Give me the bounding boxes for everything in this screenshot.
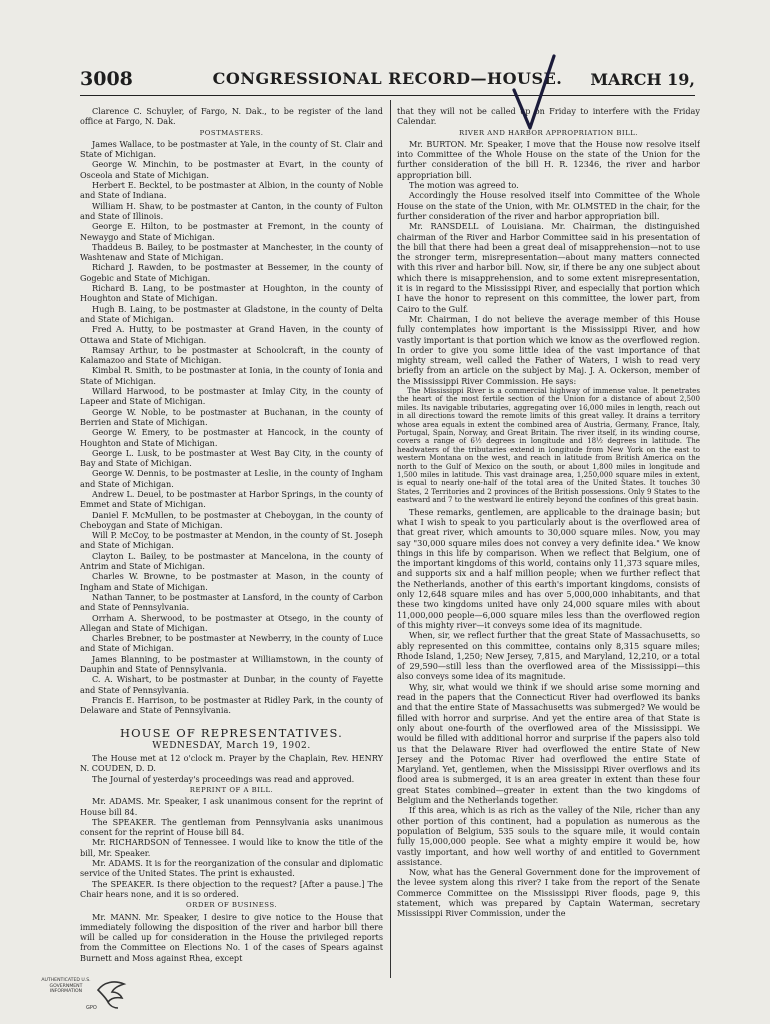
paragraph: Nathan Tanner, to be postmaster at Lansford, in the county of Carbon and State of Pennsylvania. <box>80 591 383 613</box>
section-heading: POSTMASTERS. <box>199 128 264 137</box>
paragraph: The House met at 12 o'clock m. Prayer by the Chaplain, Rev. HENRY N. COUDEN, D. D. <box>80 753 383 774</box>
quoted-extract: The Mississippi River is a commercial highway of immense value. It penetrates the heart of the most fertile section of the Union for a distance of about 2,500 miles. Its navigable tributaries, aggregating over 16,000 miles in length, reach out in all directions toward the remote limits of this great valley. It drains a territory whose area equals in extent the combined area of Austria, Germany, France, Italy, Portugal, Spain, Norway, and Great Britain. The river itself, in its winding course, covers a range of 6½ degrees in longitude and 18½ degrees in latitude. The headwaters of the tributaries extend in longitude from New York on the east to western Montana on the west, and reach in latitude from British America on the north to the Gulf of Mexico on the south, or about 1,800 miles in longitude and 1,500 miles in latitude. This vast drainage area, 1,250,000 square miles in extent, is equal to nearly one-half of the total area of the United States. It touches 30 States, 2 Territories and 2 provinces of the British possessions. Only 9 States to the eastward and 7 to the westward lie entirely beyond the confines of this great basin. <box>397 386 700 505</box>
paragraph: Charles W. Browne, to be postmaster at Mason, in the county of Ingham and State of Michigan. <box>80 571 383 592</box>
paragraph: Will P. McCoy, to be postmaster at Mendon, in the county of St. Joseph and State of Michigan. <box>80 530 383 551</box>
paragraph: The SPEAKER. Is there objection to the request? [After a pause.] The Chair hears none, and it is so ordered. <box>80 878 383 899</box>
session-date: WEDNESDAY, March 19, 1902. <box>152 740 311 751</box>
paragraph: The Journal of yesterday's proceedings was read and approved. <box>92 773 355 784</box>
paragraph: George E. Hilton, to be postmaster at Fremont, in the county of Newaygo and State of Michigan. <box>80 221 383 242</box>
paragraph: Richard J. Rawden, to be postmaster at Bessemer, in the county of Gogebic and State of Michigan. <box>80 262 383 283</box>
gpo-authentication-seal <box>36 974 132 1014</box>
page-number: 3008 <box>80 68 133 90</box>
paragraph: Daniel F. McMullen, to be postmaster at Cheboygan, in the county of Cheboygan and State of Michigan. <box>80 509 383 530</box>
paragraph: James Wallace, to be postmaster at Yale, in the county of St. Clair and State of Michigan. <box>80 138 383 160</box>
paragraph: George W. Noble, to be postmaster at Buchanan, in the county of Berrien and State of Michigan. <box>80 406 383 427</box>
left-column <box>80 106 383 978</box>
paragraph-continued: that they will not be called up on Friday to interfere with the Friday Calendar. <box>397 106 700 127</box>
paragraph: Hugh B. Laing, to be postmaster at Gladstone, in the county of Delta and State of Michigan. <box>80 303 383 324</box>
paragraph: Mr. RANSDELL of Louisiana. Mr. Chairman, the distinguished chairman of the River and Harbor Committee said in his presentation of the bill that there had been a great deal of misapprehension—not to use the stronger term, misrepresentation—about many matters connected with this river and harbor bill. Now, sir, if there be any one subject about which there is misapprehension, and to some extent misrepresentation, it is in regard to the Mississippi River, and especially that portion which I have the honor to represent on this committee, the lower part, from Cairo to the Gulf. <box>397 221 700 314</box>
paragraph: Mr. ADAMS. It is for the reorganization of the consular and diplomatic service of the United States. The print is exhausted. <box>80 858 383 879</box>
handwritten-checkmark-icon <box>510 52 558 134</box>
paragraph: James Blanning, to be postmaster at Williamstown, in the county of Dauphin and State of Pennsylvania. <box>80 653 383 675</box>
paragraph: Andrew L. Deuel, to be postmaster at Harbor Springs, in the county of Emmet and State of Michigan. <box>80 488 383 510</box>
seal-text: AUTHENTICATED U.S. GOVERNMENT INFORMATION <box>41 978 91 995</box>
paragraph: George W. Dennis, to be postmaster at Leslie, in the county of Ingham and State of Michigan. <box>80 468 383 489</box>
column-divider <box>390 100 391 978</box>
paragraph: Mr. MANN. Mr. Speaker, I desire to give notice to the House that immediately following the disposition of the river and harbor bill there will be called up for consideration in the House the privileged reports from the Committee on Elections No. 1 of the cases of Spears against Burnett and Moss against Rhea, except <box>80 911 383 963</box>
paragraph: George W. Minchin, to be postmaster at Evart, in the county of Osceola and State of Michigan. <box>80 159 383 180</box>
paragraph: Clarence C. Schuyler, of Fargo, N. Dak., to be register of the land office at Fargo, N. Dak. <box>80 106 383 127</box>
paragraph: Mr. RICHARDSON of Tennessee. I would like to know the title of the bill, Mr. Speaker. <box>80 837 383 858</box>
house-heading: HOUSE OF REPRESENTATIVES. <box>119 725 344 740</box>
paragraph: Richard B. Lang, to be postmaster at Houghton, in the county of Houghton and State of Michigan. <box>80 283 383 304</box>
paragraph: Fred A. Hutty, to be postmaster at Grand Haven, in the county of Ottawa and State of Michigan. <box>80 324 383 345</box>
paragraph: These remarks, gentlemen, are applicable to the drainage basin; but what I wish to speak to you particularly about is the overflowed area of that great river, which amounts to 30,000 square miles. Now, you may say "30,000 square miles does not convey a very definite idea." We know things in this life by comparison. When we reflect that Belgium, one of the important kingdoms of this world, contains only 11,373 square miles, and supports six and a half million people; when we further reflect that the Netherlands, another of this earth's important kingdoms, consists of only 12,648 square miles and has over 5,000,000 inhabitants, and that these two kingdoms united have only 24,000 square miles with about 11,000,000 people—6,000 square miles less than the overflowed region of this mighty river—it conveys some idea of its magnitude. <box>397 506 700 630</box>
journal-title: CONGRESSIONAL RECORD—HOUSE. <box>212 69 563 88</box>
paragraph: Willard Harwood, to be postmaster at Imlay City, in the county of Lapeer and State of Michigan. <box>80 386 383 407</box>
section-heading: REPRINT OF A BILL. <box>189 786 274 794</box>
eagle-logo-icon <box>94 976 128 1010</box>
paragraph: When, sir, we reflect further that the great State of Massachusetts, so ably represented on this committee, contains only 8,315 square miles; Rhode Island, 1,250; New Jersey, 7,815, and Maryland, 12,210, or a total of 29,590—still less than the overflowed area of the Mississippi—this also conveys some idea of its magnitude. <box>397 630 700 682</box>
paragraph: Mr. Chairman, I do not believe the average member of this House fully contemplates how important is the Mississippi River, and how vastly important is that portion which we know as the overflowed region. In order to give you some little idea of the vast importance of that mighty stream, well called the Father of Waters, I wish to read very briefly from an article on the subject by Maj. J. A. Ockerson, member of the Mississippi River Commission. He says: <box>397 313 700 386</box>
paragraph: George L. Lusk, to be postmaster at West Bay City, in the county of Bay and State of Michigan. <box>80 447 383 469</box>
paragraph: Now, what has the General Government done for the improvement of the levee system along this river? I take from the report of the Senate Commerce Committee on the Mississippi River floods, page 9, this statement, which was prepared by Captain Waterman, secretary Mississippi River Commission, under the <box>397 867 700 919</box>
header-rule <box>80 95 695 96</box>
paragraph: Francis E. Harrison, to be postmaster at Ridley Park, in the county of Delaware and State of Pennsylvania. <box>80 694 383 716</box>
page-header <box>80 68 695 94</box>
section-heading: RIVER AND HARBOR APPROPRIATION BILL. <box>459 128 638 137</box>
paragraph: If this area, which is as rich as the valley of the Nile, richer than any other portion of this continent, had a population as numerous as the population of Belgium, 535 souls to the square mile, it would contain fully 15,000,000 people. See what a mighty empire it would be, how vastly important, and how well worthy of and entitled to Government assistance. <box>397 805 700 867</box>
paragraph: Accordingly the House resolved itself into Committee of the Whole House on the state of the Union, with Mr. OLMSTED in the chair, for the further consideration of the river and harbor appropriation bill. <box>397 190 700 221</box>
paragraph: Charles Brebner, to be postmaster at Newberry, in the county of Luce and State of Michigan. <box>80 633 383 654</box>
paragraph: Clayton L. Bailey, to be postmaster at Mancelona, in the county of Antrim and State of Michigan. <box>80 550 383 572</box>
paragraph: Ramsay Arthur, to be postmaster at Schoolcraft, in the county of Kalamazoo and State of Michigan. <box>80 344 383 366</box>
paragraph: Thaddeus B. Bailey, to be postmaster at Manchester, in the county of Washtenaw and State of Michigan. <box>80 241 383 263</box>
paragraph: Kimbal R. Smith, to be postmaster at Ionia, in the county of Ionia and State of Michigan. <box>80 365 383 386</box>
paragraph: Mr. BURTON. Mr. Speaker, I move that the House now resolve itself into Committee of the Whole House on the state of the Union for the further consideration of the bill H. R. 12346, the river and harbor appropriation bill. <box>397 138 700 180</box>
seal-gpo-label: GPO <box>86 1005 97 1011</box>
paragraph: William H. Shaw, to be postmaster at Canton, in the county of Fulton and State of Illinois. <box>80 200 383 221</box>
header-date: MARCH 19, <box>590 70 695 89</box>
paragraph: The SPEAKER. The gentleman from Pennsylvania asks unanimous consent for the reprint of House bill 84. <box>80 816 383 838</box>
paragraph: Orrham A. Sherwood, to be postmaster at Otsego, in the county of Allegan and State of Michigan. <box>80 612 383 633</box>
paragraph: The motion was agreed to. <box>409 180 519 191</box>
paragraph: Mr. ADAMS. Mr. Speaker, I ask unanimous consent for the reprint of House bill 84. <box>80 796 383 817</box>
paragraph: C. A. Wishart, to be postmaster at Dunbar, in the county of Fayette and State of Pennsylvania. <box>80 674 383 695</box>
paragraph: Herbert E. Becktel, to be postmaster at Albion, in the county of Noble and State of Indiana. <box>80 180 383 201</box>
section-heading: ORDER OF BUSINESS. <box>185 901 278 910</box>
paragraph: George W. Emery, to be postmaster at Hancock, in the county of Houghton and State of Michigan. <box>80 427 383 448</box>
right-column <box>397 106 700 978</box>
paragraph: Why, sir, what would we think if we should arise some morning and read in the papers that the Connecticut River had overflowed its banks and that the entire State of Massachusetts was submerged? We would be filled with horror and surprise. And yet the entire area of that State is only about one-fourth of the overflowed area of the Mississippi. We would be filled with additional horror and surprise if the papers also told us that the Delaware River had overflowed the entire State of New Jersey and the Potomac River had overflowed the entire State of Maryland. Yet, gentlemen, when the Mississippi River overflows and its flood area is submerged, it is an area greater in extent than these four great States combined—greater in extent than the two kingdoms of Belgium and the Netherlands together. <box>397 681 700 806</box>
